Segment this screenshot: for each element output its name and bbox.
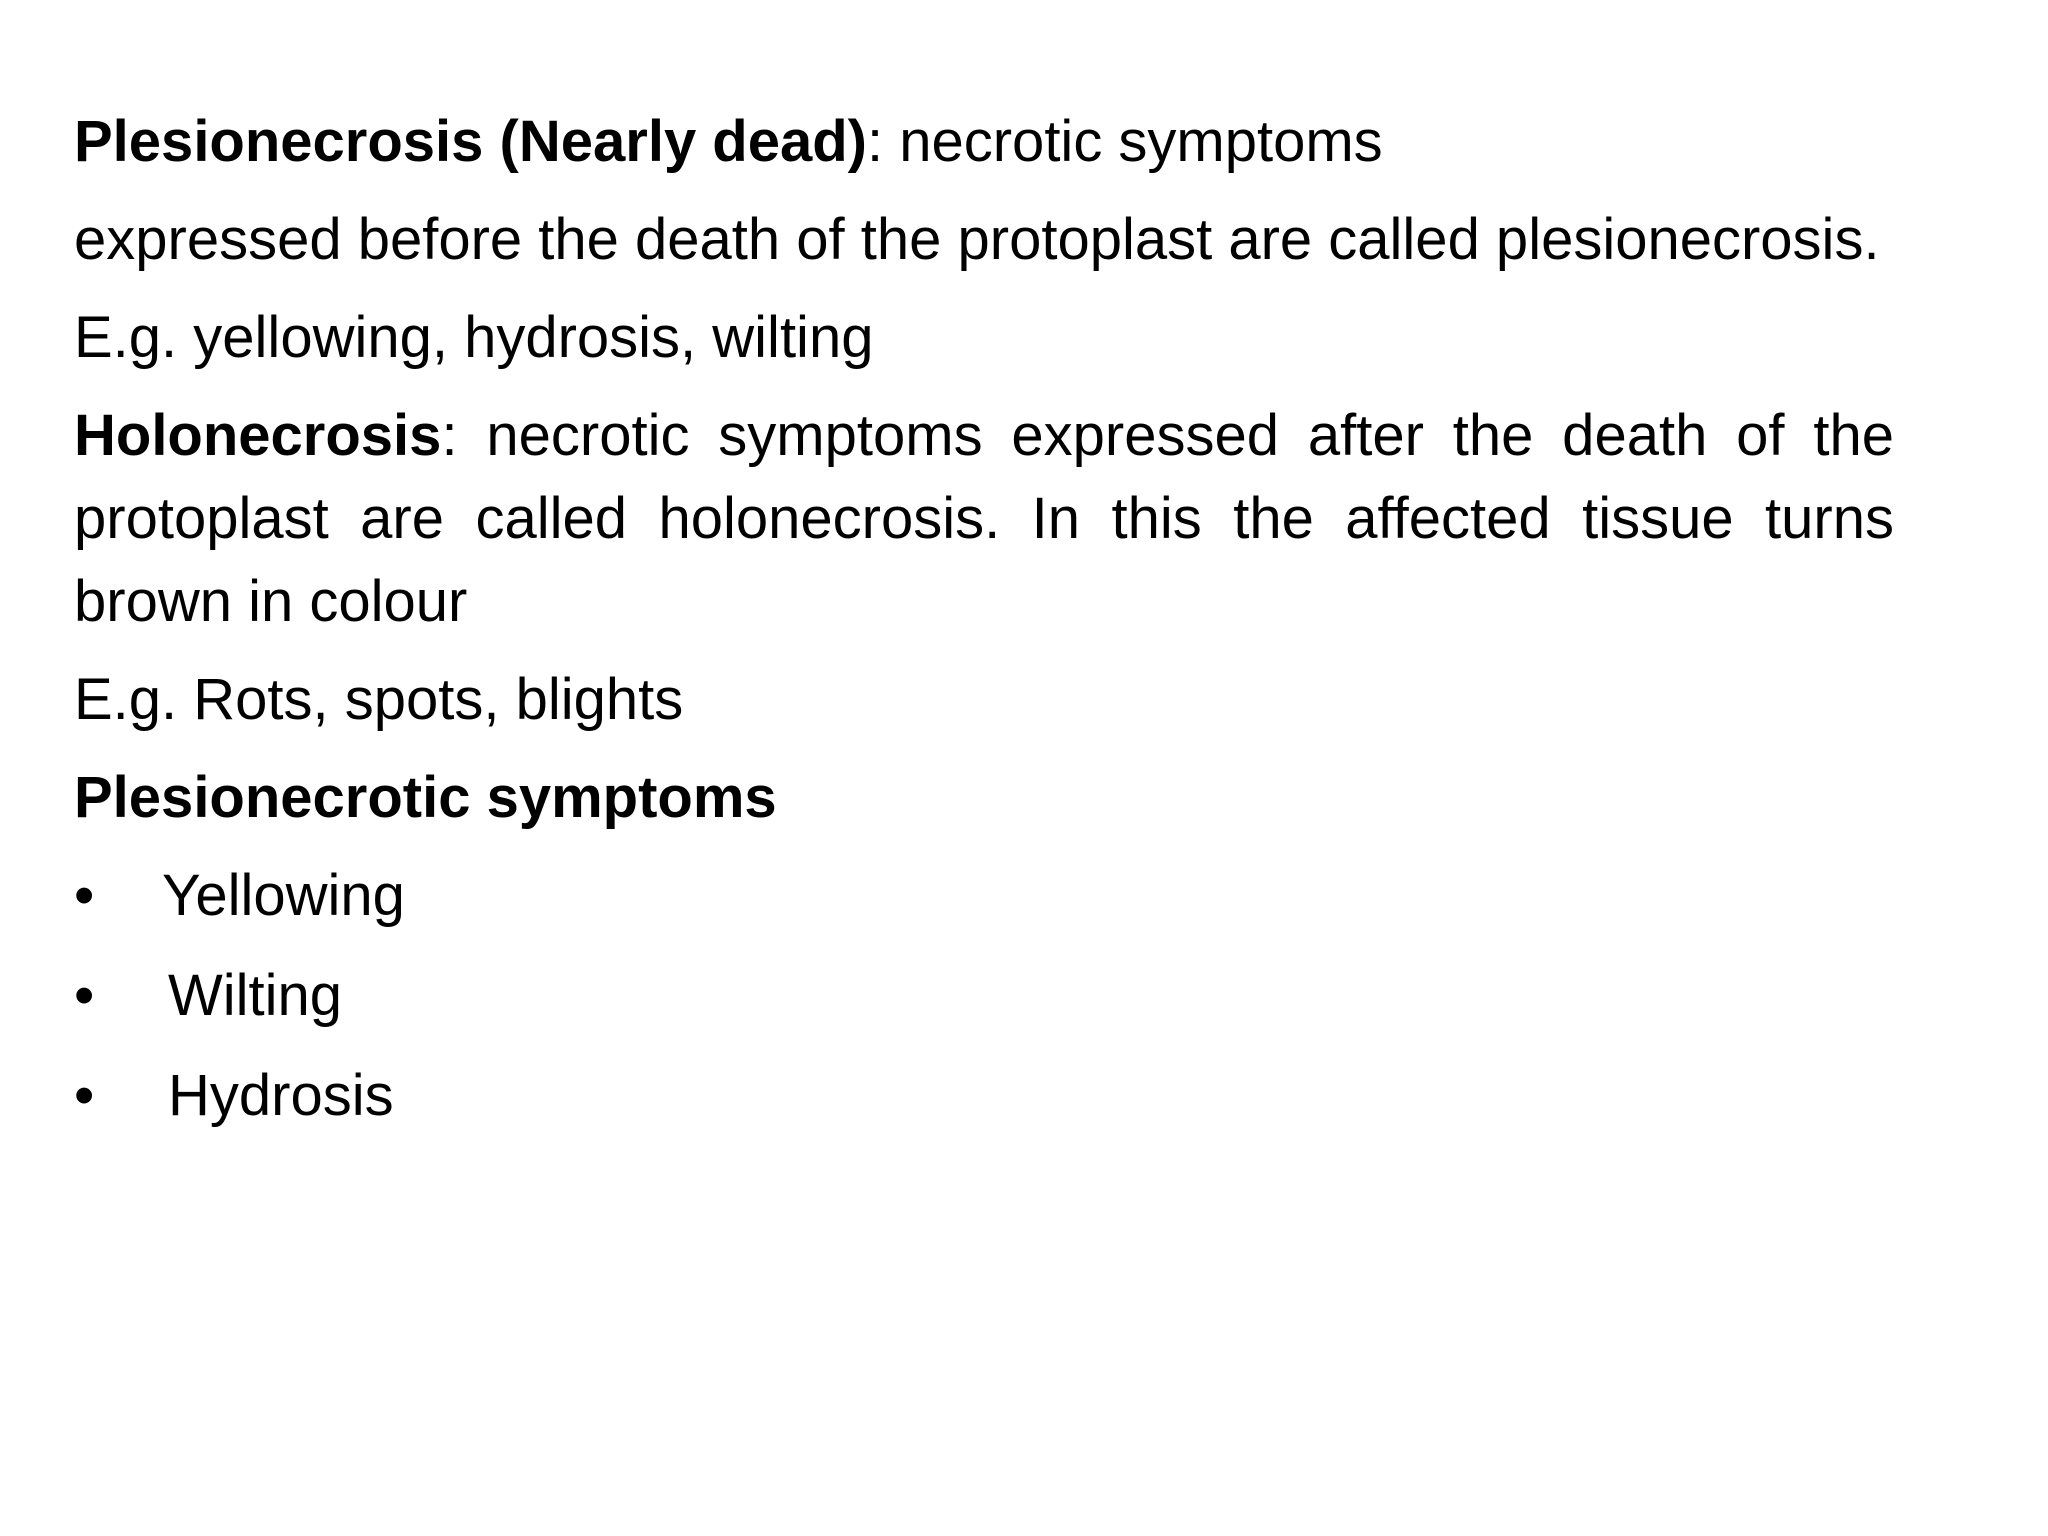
list-item — [74, 854, 1894, 937]
bullet-icon: • — [74, 1063, 95, 1128]
plesionecrosis-intro-text: : necrotic symptoms — [867, 109, 1383, 174]
list-item-label: Wilting — [168, 963, 343, 1028]
term-plesionecrosis: Plesionecrosis (Nearly dead) — [74, 109, 867, 174]
bullet-icon: • — [74, 863, 95, 928]
list-item — [74, 1054, 1894, 1137]
paragraph-plesionecrosis-intro — [74, 100, 1894, 183]
list-item-label: Hydrosis — [168, 1063, 394, 1128]
paragraph-holonecrosis-examples: E.g. Rots, spots, blights — [74, 667, 684, 732]
bullet-icon: • — [74, 963, 95, 1028]
paragraph-plesionecrosis-examples: E.g. yellowing, hydrosis, wilting — [74, 305, 874, 370]
term-holonecrosis: Holonecrosis — [74, 403, 442, 468]
list-item — [74, 954, 1894, 1037]
list-item-label: Yellowing — [162, 863, 405, 928]
heading-plesionecrotic-symptoms: Plesionecrotic symptoms — [74, 765, 777, 830]
paragraph-holonecrosis-definition — [74, 394, 1894, 643]
slide-body — [74, 100, 1894, 1154]
symptom-list — [74, 854, 1894, 1137]
holonecrosis-definition-text: : necrotic symptoms expressed after the death of the protoplast are called holonecrosis. In this the affected tissue turns brown in colour — [74, 403, 1894, 634]
paragraph-plesionecrosis-definition: expressed before the death of the protoplast are called plesionecrosis. — [74, 207, 1880, 272]
